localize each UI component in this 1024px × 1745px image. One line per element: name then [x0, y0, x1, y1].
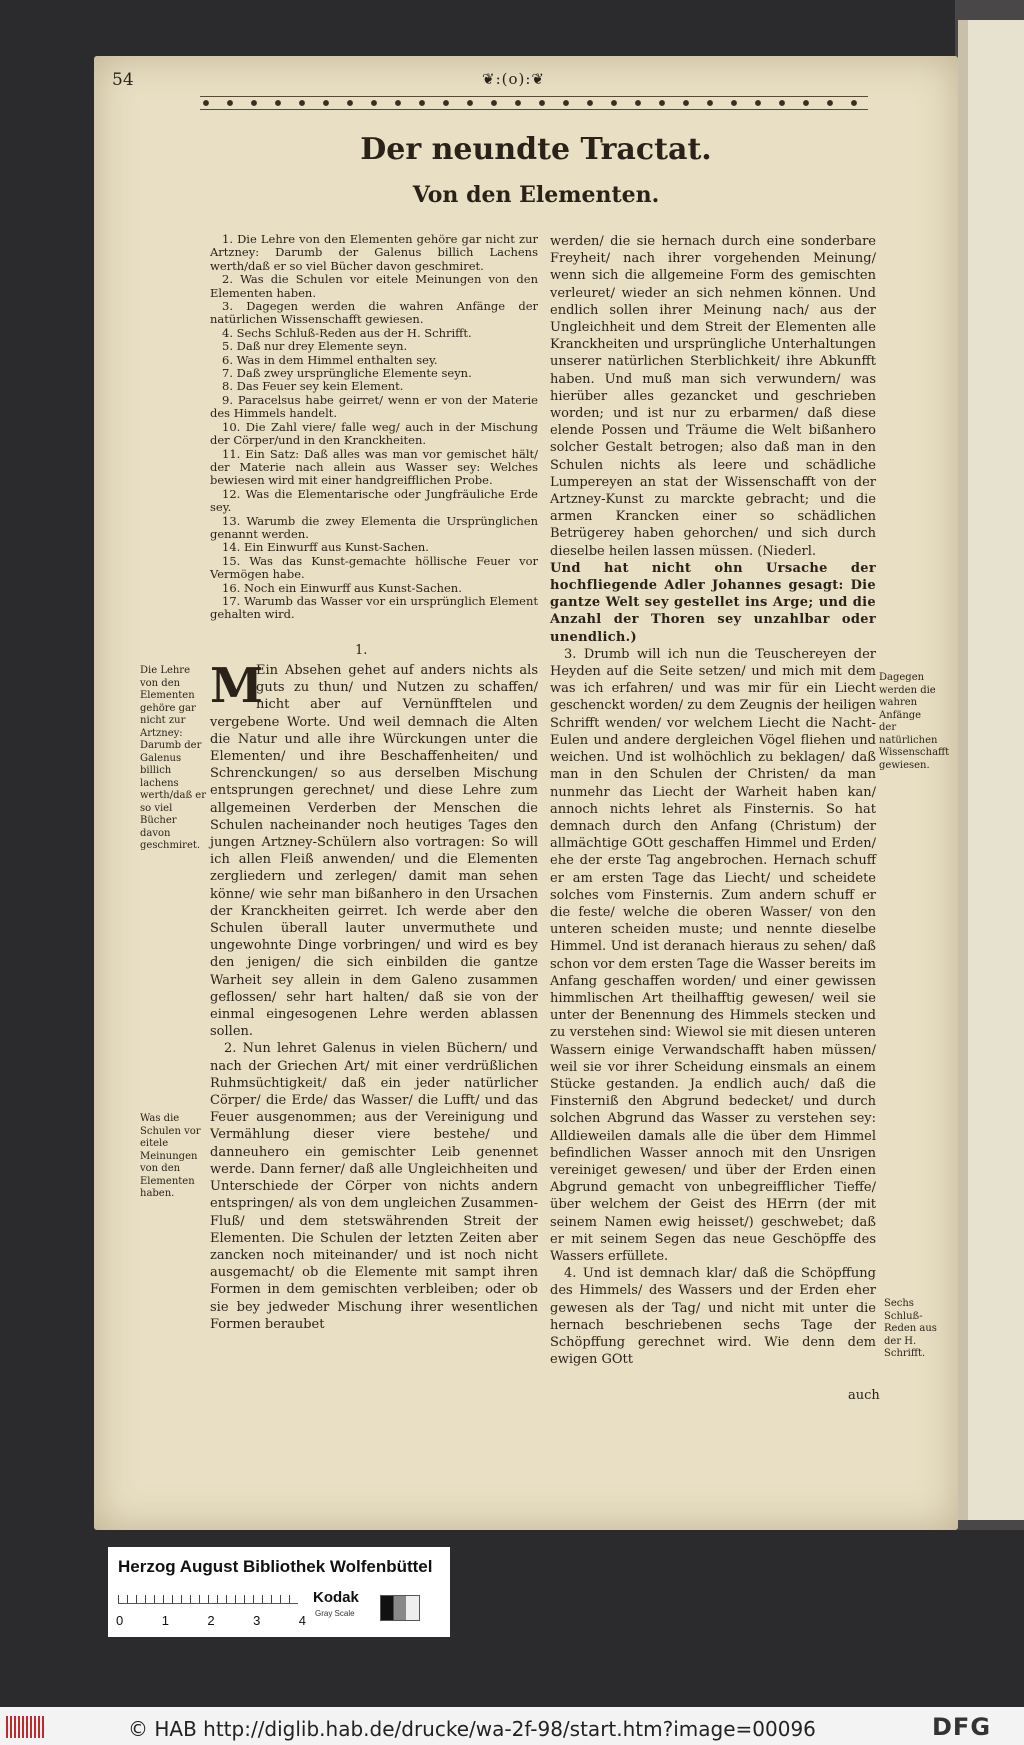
drop-cap: M: [210, 658, 264, 714]
toc-item: 12. Was die Elementarische oder Jungfräuliche Erde sey.: [210, 486, 538, 515]
paragraph-2: 2. Nun lehret Galenus in vielen Büchern/ und nach der Griechen Art/ mit einer verdrüßlichen Ruhmsüchtigkeit/ daß ein jeder natürlicher Cörper/ die Erde/ das Wasser/ die Lufft/ und das Feuer ausgenommen; aus der Vereinigung und Vermählung dieser viere bestehe/ und danneuhero ein gemischter Leib genennet werde. Dann ferner/ daß alle Ungleichheiten und Unterschiede der Cörper von nichts andern entspringen/ als von dem ungleichen Zusammen-Fluß/ und dem stetswährenden Streit der Elementen. Die Schulen der letzten Zeiten aber zancken noch miteinander/ und ist noch nicht ausgemacht/ ob die Elemente mit sampt ihren Formen in dem gemischten verbleiben; oder ob sie bey jedweder Mischung ihrer wesentlichen Formen beraubet: [210, 1041, 538, 1332]
toc-item: 3. Dagegen werden die wahren Anfänge der natürlichen Wissenschafft gewiesen.: [210, 299, 538, 327]
gray-scale-caption: Gray Scale: [315, 1609, 355, 1618]
table-of-contents: [210, 233, 538, 622]
right-column: [550, 233, 876, 1368]
toc-item: 6. Was in dem Himmel enthalten sey.: [222, 352, 438, 367]
toc-item: 1. Die Lehre von den Elementen gehöre gar nicht zur Artzney: Darumb der Galenus billich Lachens werth/daß er so viel Bücher davon geschmiret.: [210, 232, 538, 273]
paragraph-1: [210, 658, 538, 1040]
dfg-logo: DFG: [932, 1713, 992, 1741]
ruler-tick-label: 0: [116, 1613, 124, 1628]
page-edge: [958, 20, 968, 1520]
toc-item: 4. Sechs Schluß-Reden aus der H. Schrifft.: [222, 325, 472, 340]
header-ornament: ❦:(o):❦: [482, 70, 545, 88]
color-calibration-label: [108, 1547, 450, 1637]
page-number: 54: [112, 70, 134, 90]
gray-swatch: [380, 1595, 420, 1621]
paragraph-continued: werden/ die sie hernach durch eine sonderbare Freyheit/ nach ihrer vorgehenden Meinung/ wenn sich die allgemeine Form des gemischten verleuret/ wieder an sich nehmen können. Und endlich sollen ihrer Meinung nach/ aus der Ungleichheit und dem Streit der Elementen alle Kranckheiten und ursprüngliche Unterhaltungen unserer natürlichen Sterblichkeit/ ihre Abkunfft haben. Und muß man sich verwundern/ was hierüber alles gezancket und geschrieben worden; und ist nur zu erbarmen/ daß diese elende Possen und Träume die Welt bißanhero solcher Gestalt betrogen; also daß man in den Schulen nichts als leere und schädliche Lumpereyen an stat der Wissenschafft von der Artzney-Kunst zu marckte gebracht; und die armen Krancken einer so schädlichen Betrügerey haben gehorchen/ und sich durch dieselbe heilen lassen müssen. (Niederl.: [550, 234, 876, 559]
margin-note-left: Was die Schulen vor eitele Meinungen von den Elementen haben.: [140, 1113, 201, 1199]
ruler-tick-label: 2: [207, 1613, 215, 1628]
toc-item: 10. Die Zahl viere/ falle weg/ auch in der Mischung der Cörper/und in den Kranckheiten.: [210, 419, 538, 448]
toc-item: 16. Noch ein Einwurff aus Kunst-Sachen.: [222, 580, 462, 595]
chapter-subtitle: Von den Elementen.: [412, 182, 660, 208]
toc-item: 11. Ein Satz: Daß alles was man vor gemischet hält/ der Materie nach allein aus Wasser sey: Welches bewiesen wird mit einer handgreifflichen Probe.: [210, 446, 538, 488]
paragraph-4: 4. Und ist demnach klar/ daß die Schöpffung des Himmels/ des Wassers und der Erden eher gewesen als der Tag/ und nicht mit unter die hernach beschriebenen sechs Tage der Schöpffung gerechnet wird. Wie denn dem ewigen GOtt: [550, 1266, 876, 1368]
section-number: 1.: [355, 643, 368, 658]
kodak-logo: Kodak: [313, 1589, 359, 1606]
toc-item: 7. Daß zwey ursprüngliche Elemente seyn.: [222, 366, 472, 381]
chapter-title: Der neundte Tractat.: [360, 132, 712, 167]
toc-item: 8. Das Feuer sey kein Element.: [222, 379, 404, 394]
ornament-band: [200, 96, 868, 110]
source-link[interactable]: © HAB http://diglib.hab.de/drucke/wa-2f-98/start.htm?image=00096: [128, 1717, 816, 1741]
catchword: auch: [848, 1388, 880, 1403]
toc-item: 15. Was das Kunst-gemachte höllische Feuer vor Vermögen habe.: [210, 553, 538, 582]
toc-item: 5. Daß nur drey Elemente seyn.: [222, 339, 408, 354]
margin-note-left: Die Lehre von den Elementen gehöre gar nicht zur Artzney: Darumb der Galenus billich lachens werth/daß er so viel Bücher davon geschmiret.: [140, 665, 207, 851]
footer-bar: [0, 1707, 1024, 1745]
left-column: [210, 658, 538, 1333]
scale-ruler: [118, 1585, 298, 1604]
hab-logo-icon: [6, 1716, 46, 1738]
adjacent-page: [958, 20, 1024, 1520]
toc-item: 14. Ein Einwurff aus Kunst-Sachen.: [222, 540, 429, 555]
ruler-tick-label: 4: [298, 1613, 306, 1628]
ruler-numbers: [116, 1613, 306, 1628]
margin-note-right: Dagegen werden die wahren Anfänge der natürlichen Wissenschafft gewiesen.: [879, 672, 950, 771]
margin-note-right: Sechs Schluß-Reden aus der H. Schrifft.: [884, 1298, 937, 1359]
toc-item: 2. Was die Schulen vor eitele Meinungen von den Elementen haben.: [210, 272, 538, 300]
ruler-tick-label: 1: [161, 1613, 169, 1628]
paragraph-3: 3. Drumb will ich nun die Teuschereyen der Heyden auf die Seite setzen/ und mich mit dem was ich erfahren/ und was mir für ein Liecht geschenckt worden/ zu dem Zeugnis der heiligen Schrifft wenden/ vor welchem Liecht die Nacht-Eulen und andere dergleichen Vögel fliehen und weichen. Und ist wolhöchlich zu beklagen/ daß man in den Schulen der Christen/ da man nunmehr das Liecht der Warheit haben kan/ annoch nichts lehret als Finsternis. So hat demnach durch den Anfang (Christum) der allmächtige GOtt geschaffen Himmel und Erden/ ehe der erste Tag angebrochen. Hernach schuff er am ersten Tage das Liecht/ und scheidete solches vom Finsternis. Zum andern schuff er die feste/ welche die oberen Wasser/ von den unteren scheiden muste; und nennte dieselbe Himmel. Und ist deranach hieraus zu sehen/ daß schon vor dem ersten Tage die Wasser bereits im Anfang geschaffen worden/ und einer gewissen himmlischen Art theilhafftig gewesen/ weil sie unter der Benennung des Himmels stecken und zu verstehen sind: Wiewol sie mit diesen unteren Wassern einige Verwandschafft haben müssen/ weil sie vor ihrer Scheidung einsmals an einem Stücke gestanden. Ja endlich auch/ daß die Finsterniß den Abgrund bedecket/ und durch solchen Abgrund das Wasser zu verstehen sey: Alldieweilen damals alle die über dem Himmel befindlichen Wasser annoch mit den Unsrigen vereiniget gewesen/ und über der Erden einen Abgrund gemacht von unbegreifflicher Tieffe/ über welchem der Geist des HErrn (der mit seinem Namen ewig heisset/) geschwebet; daß er mit seinem Segen das neue Geschöpffe des Wassers erfüllete.: [550, 646, 876, 1264]
fraktur-quote: Und hat nicht ohn Ursache der hochfliegende Adler Johannes gesagt: Die gantze Welt sey gestellet ins Arge; und die Anzahl der Thoren sey unzahlbar oder unendlich.): [550, 560, 876, 645]
toc-item: 9. Paracelsus habe geirret/ wenn er von der Materie des Himmels handelt.: [210, 392, 538, 421]
toc-item: 13. Warumb die zwey Elementa die Ursprünglichen genannt werden.: [210, 513, 538, 541]
ruler-tick-label: 3: [253, 1613, 261, 1628]
toc-item: 17. Warumb das Wasser vor ein ursprünglich Element gehalten wird.: [210, 593, 538, 622]
paragraph-text: Ein Absehen gehet auf anders nichts als guts zu thun/ und Nutzen zu schaffen/ nicht aber auf Vernünfftelen und vergebene Worte. Und weil demnach die Alten die Natur und alle ihre Würckungen unter die Elementen/ und ihre Beschaffenheiten/ und Schrenckungen/ so aus derselben Mischung entsprungen gerechnet/ und diese Lehre zum allgemeinen Verderben der Menschen die Schulen nacheinander noch heutiges Tages den jungen Artzney-Schülern also vortragen: So will ich allen Fleiß anwenden/ und die Elementen zergliedern und zerlegen/ damit man sehen könne/ wie sehr man bißanhero in den Ursachen der Kranckheiten geirret. Ich werde aber den Schulen überall lauter unvermuthete und ungewohnte Dinge vorbringen/ und wird es bey den jenigen/ die sich einbilden die gantze Warheit sey allein in dem Galeno zusammen geflossen/ sehr hart halten/ daß sie von der einmal eingesogenen Lehre werden ablassen sollen.: [210, 663, 538, 1040]
library-name: Herzog August Bibliothek Wolfenbüttel: [118, 1557, 433, 1576]
